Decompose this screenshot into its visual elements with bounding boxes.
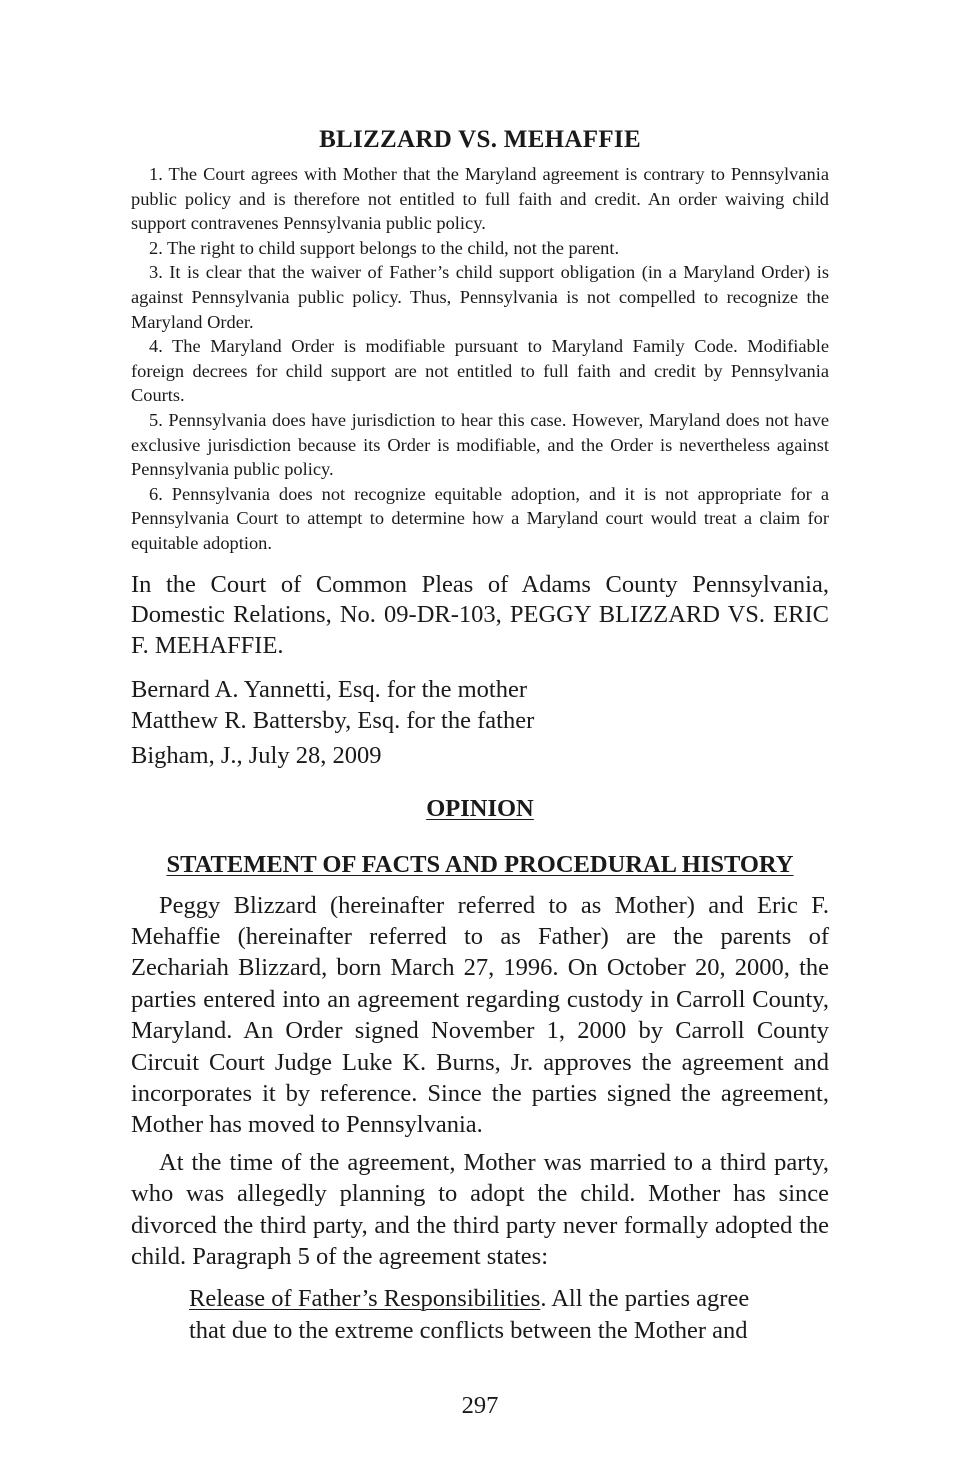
case-caption: In the Court of Common Pleas of Adams County Pennsylvania, Domestic Relations, No. 09-DR-103, PEGGY BLIZZARD VS. ERIC F. MEHAFFIE. — [131, 570, 829, 659]
headnote: 6. Pennsylvania does not recognize equitable adoption, and it is not appropriate for a Pennsylvania Court to attempt to determine how a Maryland court would treat a claim for equitable adoption. — [131, 483, 829, 553]
opinion-heading-text: OPINION — [426, 794, 534, 822]
headnote: 2. The right to child support belongs to the child, not the parent. — [149, 237, 620, 258]
headnotes — [131, 162, 829, 556]
body-paragraph: At the time of the agreement, Mother was married to a third party, who was allegedly planning to adopt the child. Mother has since divorced the third party, and the third party never formally adopted the child. Paragraph 5 of the agreement states: — [131, 1148, 829, 1270]
page-number: 297 — [461, 1392, 499, 1419]
running-head: BLIZZARD VS. MEHAFFIE — [319, 126, 641, 153]
headnote: 5. Pennsylvania does have jurisdiction to hear this case. However, Maryland does not have exclusive jurisdiction because its Order is modifiable, and the Order is nevertheless against Pennsylvania public policy. — [131, 409, 829, 480]
facts-heading-text: STATEMENT OF FACTS AND PROCEDURAL HISTORY — [166, 850, 794, 878]
quote-text: . All the parties agree — [540, 1285, 750, 1313]
facts-heading — [131, 850, 829, 880]
body-paragraph: Peggy Blizzard (hereinafter referred to as Mother) and Eric F. Mehaffie (hereinafter referred to as Father) are the parents of Zechariah Blizzard, born March 27, 1996. On October 20, 2000, the parties entered into an agreement regarding custody in Carroll County, Maryland. An Order signed November 1, 2000 by Carroll County Circuit Court Judge Luke K. Burns, Jr. approves the agreement and incorporates it by reference. Since the parties signed the agreement, Mother has moved to Pennsylvania. — [131, 891, 829, 1139]
counsel-father: Matthew R. Battersby, Esq. for the father — [131, 706, 535, 734]
counsel-mother: Bernard A. Yannetti, Esq. for the mother — [131, 676, 528, 703]
judge-date-line: Bigham, J., July 28, 2009 — [131, 742, 382, 769]
quote-line — [189, 1283, 771, 1314]
quote-line: that due to the extreme conflicts between the Mother and — [189, 1316, 748, 1344]
quoted-agreement — [189, 1283, 771, 1346]
headnote: 1. The Court agrees with Mother that the Maryland agreement is contrary to Pennsylvania public policy and is therefore not entitled to full faith and credit. An order waiving child support contravenes Pennsylvania public policy. — [131, 164, 829, 234]
quote-section-title: Release of Father’s Responsibilities — [189, 1285, 541, 1313]
counsel-block — [131, 675, 829, 736]
opinion-heading — [131, 794, 829, 824]
page-content — [131, 124, 829, 1346]
headnote: 4. The Maryland Order is modifiable pursuant to Maryland Family Code. Modifiable foreign decrees for child support are not entitled to full faith and credit by Pennsylvania Courts. — [131, 336, 829, 406]
headnote: 3. It is clear that the waiver of Father’s child support obligation (in a Maryland Order) is against Pennsylvania public policy. Thus, Pennsylvania is not compelled to recognize the Maryland Order. — [131, 262, 829, 332]
